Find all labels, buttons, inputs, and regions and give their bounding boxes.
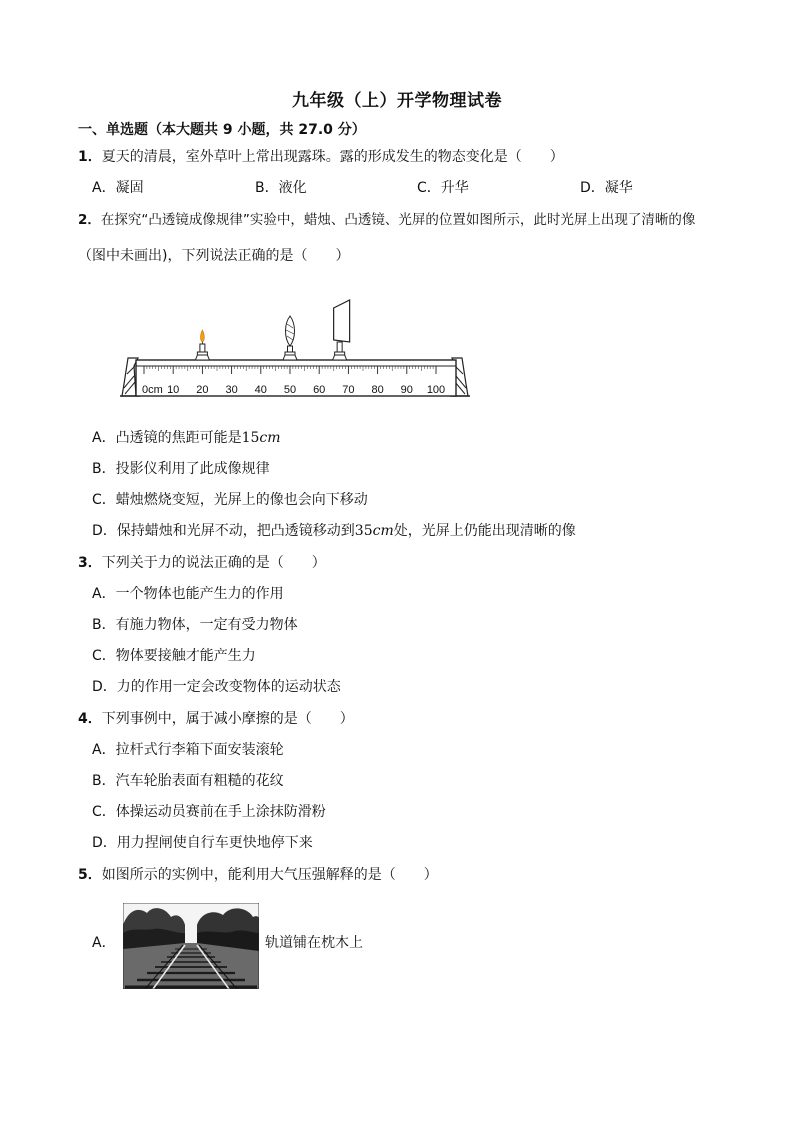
q4-option-d: D．用力捏闸使自行车更快地停下来 [92, 835, 313, 851]
q2-option-d-suffix: 处，光屏上仍能出现清晰的像 [393, 523, 576, 539]
lens-position-value: 35 [354, 523, 373, 539]
question-text: 下列关于力的说法正确的是（ ） [101, 555, 326, 571]
question-number: 1． [78, 149, 102, 165]
q2-option-b: B．投影仪利用了此成像规律 [92, 461, 270, 477]
candle [195, 330, 209, 360]
section-heading: 一、单选题（本大题共 9 小题，共 27.0 分） [78, 122, 366, 138]
convex-lens [283, 316, 297, 360]
light-screen [333, 300, 350, 360]
q2-option-a-text: A．凸透镜的焦距可能是 [92, 430, 242, 446]
scale-label: 40 [254, 384, 267, 396]
question-text-line1: 在探究“凸透镜成像规律”实验中，蜡烛、凸透镜、光屏的位置如图所示，此时光屏上出现了清晰的像 [100, 212, 696, 228]
scale-label: 50 [283, 384, 297, 396]
q3-option-d: D．力的作用一定会改变物体的运动状态 [92, 679, 341, 695]
focal-length-unit: cm [259, 430, 281, 446]
q2-option-d-text: D．保持蜡烛和光屏不动，把凸透镜移动到 [92, 523, 355, 539]
railway-track-image [123, 903, 259, 989]
scale-label: 80 [371, 384, 384, 396]
question-3 [78, 552, 326, 572]
scale-label: 30 [225, 384, 238, 396]
q4-option-a: A．拉杆式行李箱下面安装滚轮 [92, 742, 284, 758]
question-1 [78, 146, 564, 166]
question-number: 3． [78, 555, 102, 571]
question-4 [78, 708, 354, 728]
q3-option-c: C．物体要接触才能产生力 [92, 648, 256, 664]
scale-label: 100 [426, 384, 446, 396]
q3-option-a: A．一个物体也能产生力的作用 [92, 586, 284, 602]
q1-option-d: D．凝华 [580, 180, 633, 196]
scale-label: 90 [400, 384, 413, 396]
question-5 [78, 864, 438, 884]
q5-option-a-label: A． [92, 935, 116, 951]
optical-bench-figure [116, 296, 476, 400]
question-number: 5． [78, 867, 102, 883]
q1-option-c: C．升华 [417, 180, 469, 196]
question-number: 2． [78, 212, 101, 228]
scale-label: 70 [342, 384, 355, 396]
lens-position-unit: cm [372, 523, 394, 539]
question-number: 4． [78, 711, 102, 727]
question-2-line2: （图中未画出)，下列说法正确的是（ ） [78, 248, 350, 264]
scale-label: 20 [196, 384, 209, 396]
scale-label: 60 [313, 384, 326, 396]
question-2 [78, 208, 695, 228]
q4-option-b: B．汽车轮胎表面有粗糙的花纹 [92, 773, 284, 789]
q2-option-a [92, 427, 281, 447]
q5-option-a-text: 轨道铺在枕木上 [265, 935, 363, 951]
question-text: 如图所示的实例中，能利用大气压强解释的是（ ） [101, 867, 438, 883]
q1-option-a: A．凝固 [92, 180, 144, 196]
q1-option-b: B．液化 [255, 180, 307, 196]
question-text: 夏天的清晨，室外草叶上常出现露珠。露的形成发生的物态变化是（ ） [101, 149, 564, 165]
q4-option-c: C．体操运动员赛前在手上涂抹防滑粉 [92, 804, 326, 820]
focal-length-value: 15 [241, 430, 260, 446]
q2-option-c: C．蜡烛燃烧变短，光屏上的像也会向下移动 [92, 492, 368, 508]
q2-option-d [92, 520, 576, 540]
question-text: 下列事例中，属于减小摩擦的是（ ） [101, 711, 354, 727]
scale-label: 0cm [142, 384, 163, 396]
page-title: 九年级（上）开学物理试卷 [292, 91, 502, 111]
scale-label: 10 [167, 384, 180, 396]
q3-option-b: B．有施力物体，一定有受力物体 [92, 617, 298, 633]
